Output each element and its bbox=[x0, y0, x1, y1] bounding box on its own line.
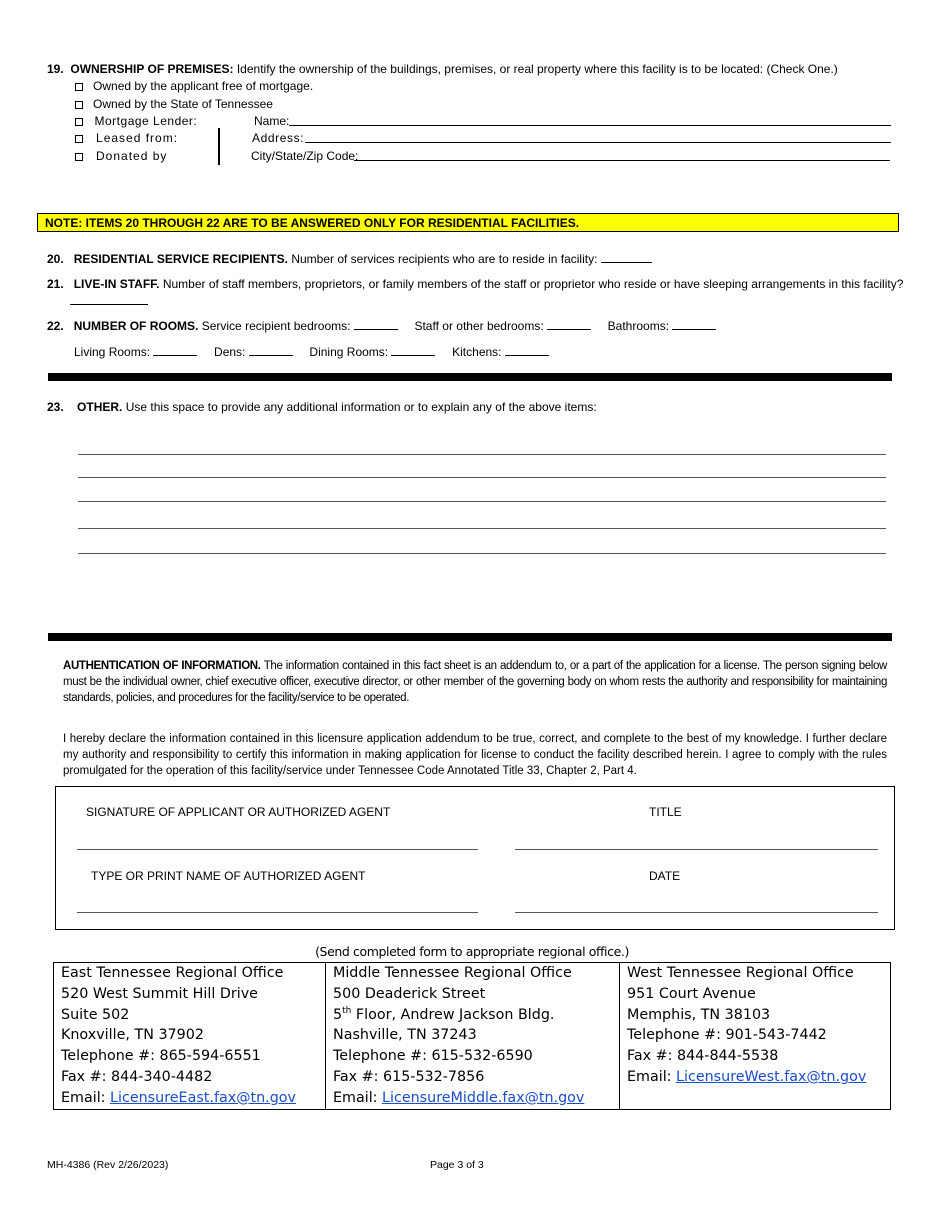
living-rooms-line[interactable] bbox=[153, 344, 197, 356]
print-name-line[interactable] bbox=[77, 912, 478, 913]
q21 bbox=[47, 277, 903, 291]
email-label: Email: bbox=[61, 1089, 106, 1106]
office-phone: Telephone #: 901-543-7442 bbox=[627, 1027, 827, 1044]
auth-title: AUTHENTICATION OF INFORMATION. bbox=[63, 660, 261, 672]
service-bedrooms-label: Service recipient bedrooms: bbox=[201, 319, 351, 333]
office-fax: Fax #: 615-532-7856 bbox=[333, 1068, 485, 1085]
office-address: 520 West Summit Hill Drive bbox=[61, 985, 258, 1002]
name-label: Name: bbox=[254, 114, 290, 128]
regional-offices-table bbox=[53, 962, 891, 1110]
office-address: 500 Deaderick Street bbox=[333, 985, 486, 1002]
option-donated-by[interactable] bbox=[75, 149, 167, 163]
q20-number: 20. bbox=[47, 252, 64, 266]
q19-name-field[interactable] bbox=[254, 114, 289, 128]
section-divider bbox=[48, 633, 892, 641]
checkbox[interactable] bbox=[75, 101, 83, 109]
option-label: Mortgage Lender: bbox=[94, 114, 198, 128]
middle-office bbox=[326, 963, 620, 1110]
office-city: Knoxville, TN 37902 bbox=[61, 1027, 204, 1044]
signature-label: SIGNATURE OF APPLICANT OR AUTHORIZED AGENT bbox=[86, 805, 391, 819]
q20 bbox=[47, 251, 652, 266]
email-label: Email: bbox=[627, 1068, 672, 1085]
option-leased-from[interactable] bbox=[75, 131, 178, 145]
send-note: (Send completed form to appropriate regional office.) bbox=[315, 944, 629, 959]
office-email bbox=[61, 1088, 325, 1109]
q20-title: RESIDENTIAL SERVICE RECIPIENTS. bbox=[73, 252, 288, 266]
floor-number: 5 bbox=[333, 1006, 343, 1023]
office-name: West Tennessee Regional Office bbox=[627, 965, 854, 981]
bathrooms-line[interactable] bbox=[672, 318, 716, 330]
office-fax: Fax #: 844-340-4482 bbox=[61, 1068, 213, 1085]
auth-text: The information contained in this fact sheet is an addendum to, or a part of the application for a license. The person signing below must be the individual owner, chief executive officer, executive director, or other member of the governing body on whom rests the authority and responsibility for maintaining standards, policies, and procedures for the facility/service to be operated. bbox=[63, 660, 888, 704]
form-id: MH-4386 (Rev 2/26/2023) bbox=[47, 1159, 169, 1171]
signature-line[interactable] bbox=[77, 849, 478, 850]
q21-text: Number of staff members, proprietors, or family members of the staff or proprietor who reside or have sleeping arrangements in this facility? bbox=[162, 277, 904, 291]
west-office bbox=[620, 963, 891, 1110]
name-line[interactable] bbox=[289, 125, 891, 126]
dining-rooms-line[interactable] bbox=[391, 344, 435, 356]
floor-suffix: th bbox=[342, 1005, 352, 1016]
declaration: I hereby declare the information contained in this licensure application addendum to be true, correct, and complete to the best of my knowledge. I further declare my authority and responsibility to certify this information in making application for license to conduct the facility described herein. I agree to comply with the rules promulgated for the operation of this facility/service under Tennessee Code Annotated Title 33, Chapter 2, Part 4. bbox=[63, 733, 887, 777]
office-floor bbox=[333, 1005, 619, 1026]
other-line[interactable] bbox=[78, 528, 886, 529]
print-name-label: TYPE OR PRINT NAME OF AUTHORIZED AGENT bbox=[91, 869, 366, 883]
office-fax: Fax #: 844-844-5538 bbox=[627, 1048, 779, 1065]
office-suite: Suite 502 bbox=[61, 1006, 130, 1023]
q22-title: NUMBER OF ROOMS. bbox=[73, 319, 199, 333]
office-name: Middle Tennessee Regional Office bbox=[333, 965, 572, 981]
title-line[interactable] bbox=[515, 849, 878, 850]
q20-text: Number of services recipients who are to reside in facility: bbox=[291, 252, 598, 266]
east-office bbox=[54, 963, 326, 1110]
q23-text: Use this space to provide any additional information or to explain any of the above items: bbox=[125, 400, 597, 414]
q22-number: 22. bbox=[47, 319, 64, 333]
q19-address-field[interactable] bbox=[252, 131, 304, 145]
dens-label: Dens: bbox=[214, 345, 246, 359]
page-number: Page 3 of 3 bbox=[430, 1159, 484, 1171]
residential-note: NOTE: ITEMS 20 THROUGH 22 ARE TO BE ANSWERED ONLY FOR RESIDENTIAL FACILITIES. bbox=[37, 213, 899, 232]
option-owned-state[interactable] bbox=[75, 97, 273, 111]
staff-bedrooms-label: Staff or other bedrooms: bbox=[414, 319, 544, 333]
staff-bedrooms-line[interactable] bbox=[547, 318, 591, 330]
bathrooms-label: Bathrooms: bbox=[607, 319, 670, 333]
q21-answer-line[interactable] bbox=[70, 304, 148, 305]
email-label: Email: bbox=[333, 1089, 378, 1106]
q19-text: Identify the ownership of the buildings, premises, or real property where this facility is to be located: (Check One.) bbox=[236, 62, 838, 76]
q22-row2 bbox=[74, 344, 549, 359]
q19-city-field[interactable] bbox=[251, 149, 358, 163]
city-label: City/State/Zip Code: bbox=[251, 149, 359, 163]
option-label: Donated by bbox=[96, 149, 168, 163]
q19-heading bbox=[47, 62, 838, 76]
office-email bbox=[627, 1067, 890, 1088]
address-line[interactable] bbox=[305, 142, 891, 143]
email-link[interactable]: LicensureWest.fax@tn.gov bbox=[676, 1068, 867, 1085]
q19-number: 19. bbox=[47, 62, 64, 76]
checkbox[interactable] bbox=[75, 83, 83, 91]
option-label: Leased from: bbox=[96, 131, 179, 145]
option-label: Owned by the applicant free of mortgage. bbox=[93, 79, 314, 93]
address-label: Address: bbox=[252, 131, 305, 145]
other-line[interactable] bbox=[78, 477, 886, 478]
q21-title: LIVE-IN STAFF. bbox=[73, 277, 160, 291]
option-label: Owned by the State of Tennessee bbox=[93, 97, 273, 111]
checkbox[interactable] bbox=[75, 135, 83, 143]
q20-answer-line[interactable] bbox=[601, 251, 652, 263]
q23-title: OTHER. bbox=[77, 400, 123, 414]
option-owned-applicant[interactable] bbox=[75, 79, 313, 93]
date-label: DATE bbox=[649, 869, 681, 883]
authentication-block bbox=[63, 658, 887, 706]
option-mortgage-lender[interactable] bbox=[75, 114, 197, 128]
office-name: East Tennessee Regional Office bbox=[61, 965, 284, 981]
office-phone: Telephone #: 615-532-6590 bbox=[333, 1048, 533, 1065]
dens-line[interactable] bbox=[249, 344, 293, 356]
city-line[interactable] bbox=[354, 160, 890, 161]
living-rooms-label: Living Rooms: bbox=[74, 345, 151, 359]
q19-title: OWNERSHIP OF PREMISES: bbox=[70, 62, 234, 76]
dining-rooms-label: Dining Rooms: bbox=[309, 345, 389, 359]
checkbox[interactable] bbox=[75, 153, 83, 161]
office-city: Nashville, TN 37243 bbox=[333, 1027, 477, 1044]
office-city: Memphis, TN 38103 bbox=[627, 1006, 771, 1023]
kitchens-line[interactable] bbox=[505, 344, 549, 356]
q22-row1 bbox=[47, 318, 716, 333]
checkbox[interactable] bbox=[75, 118, 83, 126]
floor-text: Floor, Andrew Jackson Bldg. bbox=[351, 1006, 555, 1023]
other-line[interactable] bbox=[78, 553, 886, 554]
q23-number: 23. bbox=[47, 400, 64, 414]
kitchens-label: Kitchens: bbox=[452, 345, 502, 359]
office-address: 951 Court Avenue bbox=[627, 985, 756, 1002]
q23 bbox=[47, 400, 597, 414]
other-line[interactable] bbox=[78, 454, 886, 455]
section-divider bbox=[48, 373, 892, 381]
email-link[interactable]: LicensureEast.fax@tn.gov bbox=[110, 1089, 296, 1106]
email-link[interactable]: LicensureMiddle.fax@tn.gov bbox=[382, 1089, 585, 1106]
service-bedrooms-line[interactable] bbox=[354, 318, 398, 330]
q21-number: 21. bbox=[47, 277, 64, 291]
office-email bbox=[333, 1088, 619, 1109]
title-label: TITLE bbox=[649, 805, 682, 819]
office-phone: Telephone #: 865-594-6551 bbox=[61, 1048, 261, 1065]
other-line[interactable] bbox=[78, 501, 886, 502]
bracket-divider bbox=[218, 128, 220, 165]
date-line[interactable] bbox=[515, 912, 878, 913]
